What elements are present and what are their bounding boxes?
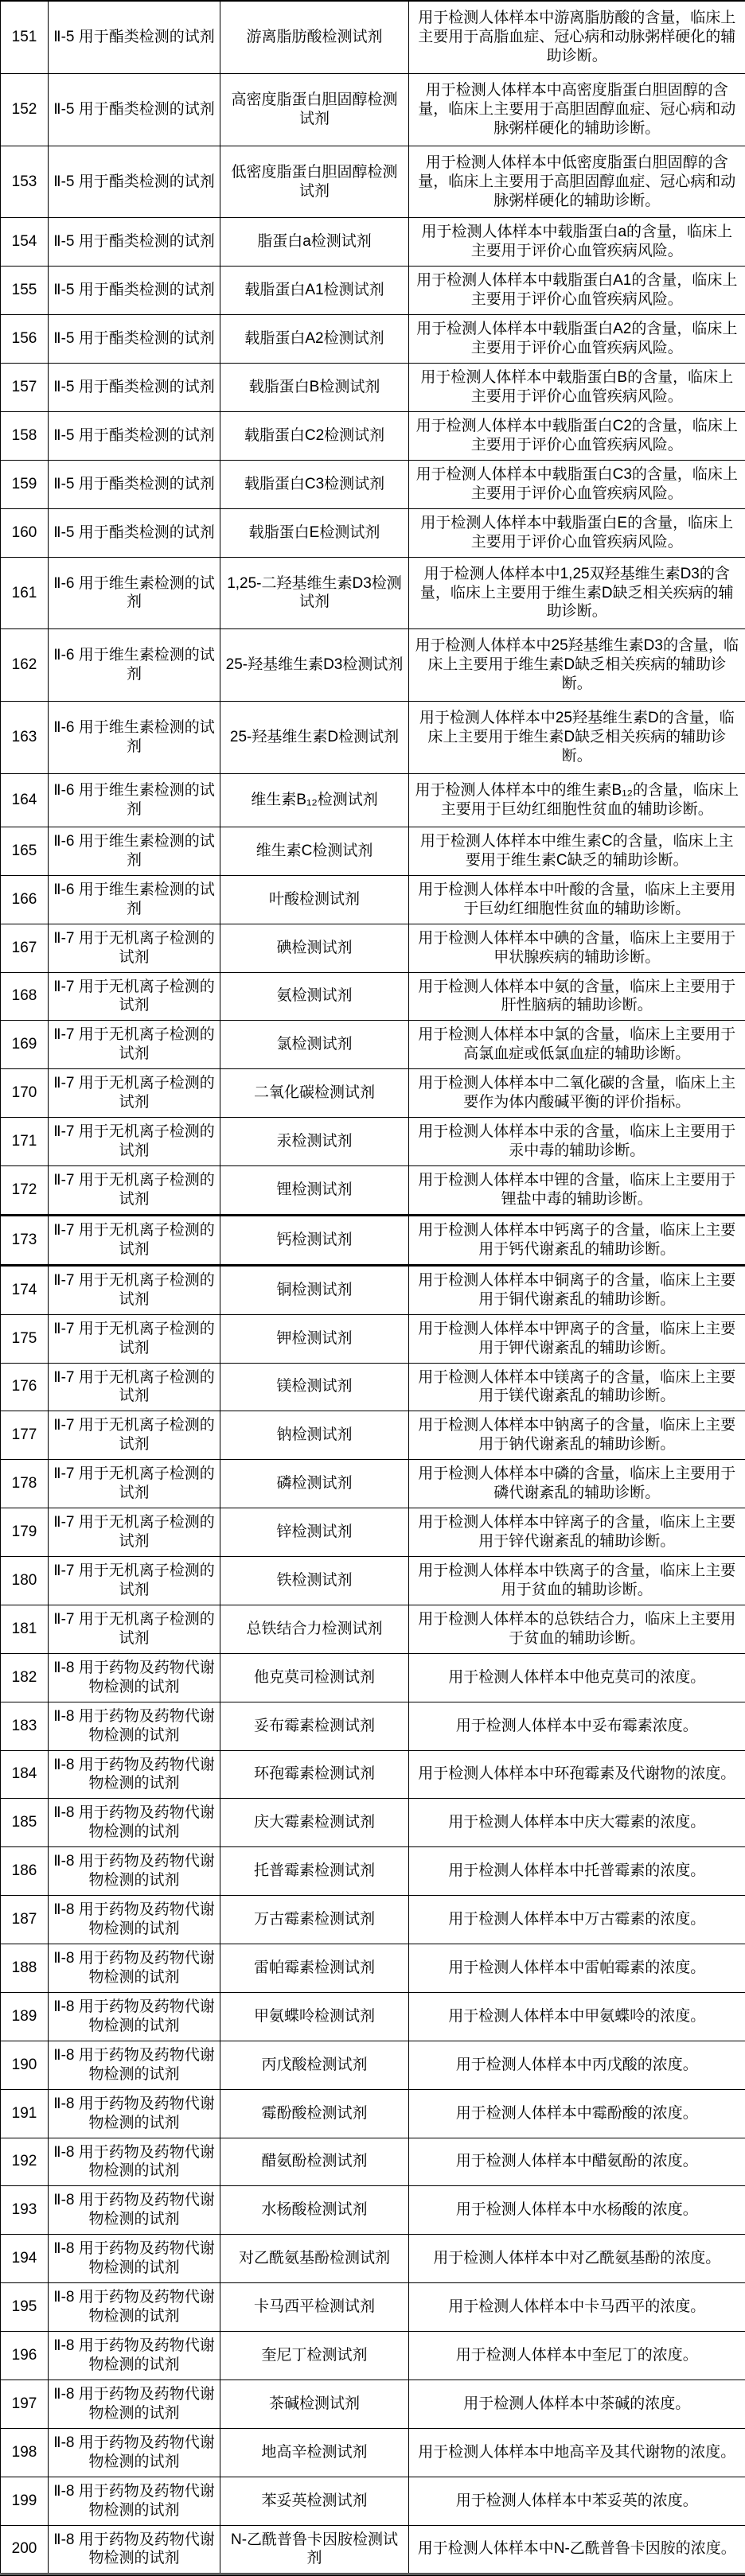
category-cell: Ⅱ-6 用于维生素检测的试剂: [49, 774, 220, 827]
row-number-cell: 172: [1, 1166, 49, 1216]
reagent-name-cell: 地高辛检测试剂: [220, 2428, 409, 2477]
row-number-cell: 167: [1, 924, 49, 972]
row-number-cell: 185: [1, 1799, 49, 1847]
category-cell: Ⅱ-8 用于药物及药物代谢物检测的试剂: [49, 1750, 220, 1799]
table-row: [1, 2525, 745, 2574]
reagent-name-cell: 钾检测试剂: [220, 1314, 409, 1363]
intended-use-cell: 用于检测人体样本中钾离子的含量，临床上主要用于钾代谢紊乱的辅助诊断。: [409, 1314, 745, 1363]
table-row: [1, 827, 745, 875]
row-number-cell: 191: [1, 2089, 49, 2138]
row-number-cell: 200: [1, 2525, 49, 2574]
category-cell: Ⅱ-8 用于药物及药物代谢物检测的试剂: [49, 2332, 220, 2380]
intended-use-cell: 用于检测人体样本中奎尼丁的浓度。: [409, 2332, 745, 2380]
reagent-name-cell: 低密度脂蛋白胆固醇检测试剂: [220, 146, 409, 218]
intended-use-cell: 用于检测人体样本中汞的含量，临床上主要用于汞中毒的辅助诊断。: [409, 1118, 745, 1166]
intended-use-cell: 用于检测人体样本中环孢霉素及代谢物的浓度。: [409, 1750, 745, 1799]
table-row: [1, 1363, 745, 1411]
table-row: [1, 2089, 745, 2138]
table-row: [1, 1557, 745, 1605]
row-number-cell: 173: [1, 1215, 49, 1265]
intended-use-cell: 用于检测人体样本中镁离子的含量，临床上主要用于镁代谢紊乱的辅助诊断。: [409, 1363, 745, 1411]
category-cell: Ⅱ-8 用于药物及药物代谢物检测的试剂: [49, 2041, 220, 2089]
reagent-name-cell: 游离脂肪酸检测试剂: [220, 1, 409, 73]
intended-use-cell: 用于检测人体样本中铜离子的含量，临床上主要用于铜代谢紊乱的辅助诊断。: [409, 1265, 745, 1314]
intended-use-cell: 用于检测人体样本中他克莫司的浓度。: [409, 1653, 745, 1702]
category-cell: Ⅱ-8 用于药物及药物代谢物检测的试剂: [49, 1653, 220, 1702]
row-number-cell: 190: [1, 2041, 49, 2089]
category-cell: Ⅱ-5 用于酯类检测的试剂: [49, 267, 220, 315]
reagent-name-cell: 奎尼丁检测试剂: [220, 2332, 409, 2380]
table-row: [1, 1215, 745, 1265]
category-cell: Ⅱ-8 用于药物及药物代谢物检测的试剂: [49, 2138, 220, 2186]
table-row: [1, 146, 745, 218]
table-body: [1, 1, 745, 2574]
reagent-name-cell: 维生素B₁₂检测试剂: [220, 774, 409, 827]
table-row: [1, 460, 745, 508]
reagent-name-cell: 脂蛋白a检测试剂: [220, 218, 409, 267]
row-number-cell: 182: [1, 1653, 49, 1702]
category-cell: Ⅱ-5 用于酯类检测的试剂: [49, 73, 220, 146]
reagent-name-cell: 1,25-二羟基维生素D3检测试剂: [220, 557, 409, 629]
category-cell: Ⅱ-8 用于药物及药物代谢物检测的试剂: [49, 1847, 220, 1896]
intended-use-cell: 用于检测人体样本中叶酸的含量，临床上主要用于巨幼红细胞性贫血的辅助诊断。: [409, 875, 745, 924]
intended-use-cell: 用于检测人体样本中低密度脂蛋白胆固醇的含量，临床上主要用于高胆固醇血症、冠心病和动脉粥样硬化的辅助诊断。: [409, 146, 745, 218]
table-row: [1, 1166, 745, 1216]
row-number-cell: 188: [1, 1944, 49, 1993]
row-number-cell: 154: [1, 218, 49, 267]
intended-use-cell: 用于检测人体样本中庆大霉素的浓度。: [409, 1799, 745, 1847]
table-row: [1, 73, 745, 146]
reagent-name-cell: 锂检测试剂: [220, 1166, 409, 1216]
reagent-name-cell: 氨检测试剂: [220, 972, 409, 1021]
row-number-cell: 194: [1, 2235, 49, 2283]
reagent-name-cell: 钙检测试剂: [220, 1215, 409, 1265]
intended-use-cell: 用于检测人体样本中霉酚酸的浓度。: [409, 2089, 745, 2138]
category-cell: Ⅱ-6 用于维生素检测的试剂: [49, 629, 220, 702]
table-row: [1, 1411, 745, 1460]
table-row: [1, 315, 745, 364]
category-cell: Ⅱ-8 用于药物及药物代谢物检测的试剂: [49, 2525, 220, 2574]
row-number-cell: 179: [1, 1508, 49, 1557]
table-row: [1, 924, 745, 972]
reagent-name-cell: 高密度脂蛋白胆固醇检测试剂: [220, 73, 409, 146]
reagent-name-cell: 妥布霉素检测试剂: [220, 1702, 409, 1750]
intended-use-cell: 用于检测人体样本中锌离子的含量，临床上主要用于锌代谢紊乱的辅助诊断。: [409, 1508, 745, 1557]
category-cell: Ⅱ-8 用于药物及药物代谢物检测的试剂: [49, 1992, 220, 2041]
reagent-name-cell: 汞检测试剂: [220, 1118, 409, 1166]
row-number-cell: 169: [1, 1021, 49, 1069]
category-cell: Ⅱ-8 用于药物及药物代谢物检测的试剂: [49, 1702, 220, 1750]
row-number-cell: 160: [1, 508, 49, 557]
reagent-name-cell: 载脂蛋白C2检测试剂: [220, 411, 409, 460]
row-number-cell: 157: [1, 364, 49, 412]
reagent-name-cell: 茶碱检测试剂: [220, 2379, 409, 2428]
table-row: [1, 1, 745, 73]
row-number-cell: 178: [1, 1460, 49, 1508]
category-cell: Ⅱ-8 用于药物及药物代谢物检测的试剂: [49, 1944, 220, 1993]
table-row: [1, 972, 745, 1021]
row-number-cell: 189: [1, 1992, 49, 2041]
row-number-cell: 181: [1, 1605, 49, 1653]
category-cell: Ⅱ-7 用于无机离子检测的试剂: [49, 1021, 220, 1069]
intended-use-cell: 用于检测人体样本中钠离子的含量，临床上主要用于钠代谢紊乱的辅助诊断。: [409, 1411, 745, 1460]
reagent-name-cell: 雷帕霉素检测试剂: [220, 1944, 409, 1993]
category-cell: Ⅱ-7 用于无机离子检测的试剂: [49, 1265, 220, 1314]
row-number-cell: 183: [1, 1702, 49, 1750]
category-cell: Ⅱ-5 用于酯类检测的试剂: [49, 218, 220, 267]
table-row: [1, 267, 745, 315]
reagent-name-cell: 碘检测试剂: [220, 924, 409, 972]
reagent-name-cell: 载脂蛋白C3检测试剂: [220, 460, 409, 508]
table-row: [1, 2379, 745, 2428]
intended-use-cell: 用于检测人体样本中甲氨蝶呤的浓度。: [409, 1992, 745, 2041]
row-number-cell: 198: [1, 2428, 49, 2477]
intended-use-cell: 用于检测人体样本中载脂蛋白B的含量，临床上主要用于评价心血管疾病风险。: [409, 364, 745, 412]
table-row: [1, 1265, 745, 1314]
row-number-cell: 174: [1, 1265, 49, 1314]
reagent-name-cell: 水杨酸检测试剂: [220, 2186, 409, 2235]
reagent-name-cell: 苯妥英检测试剂: [220, 2477, 409, 2525]
category-cell: Ⅱ-7 用于无机离子检测的试剂: [49, 1508, 220, 1557]
intended-use-cell: 用于检测人体样本中载脂蛋白A1的含量，临床上主要用于评价心血管疾病风险。: [409, 267, 745, 315]
intended-use-cell: 用于检测人体样本中磷的含量，临床上主要用于磷代谢紊乱的辅助诊断。: [409, 1460, 745, 1508]
reagent-name-cell: 二氧化碳检测试剂: [220, 1069, 409, 1118]
row-number-cell: 166: [1, 875, 49, 924]
category-cell: Ⅱ-6 用于维生素检测的试剂: [49, 875, 220, 924]
row-number-cell: 176: [1, 1363, 49, 1411]
table-row: [1, 1460, 745, 1508]
intended-use-cell: 用于检测人体样本的总铁结合力，临床上主要用于贫血的辅助诊断。: [409, 1605, 745, 1653]
intended-use-cell: 用于检测人体样本中托普霉素的浓度。: [409, 1847, 745, 1896]
category-cell: Ⅱ-7 用于无机离子检测的试剂: [49, 1605, 220, 1653]
table-row: [1, 2428, 745, 2477]
reagent-name-cell: 维生素C检测试剂: [220, 827, 409, 875]
category-cell: Ⅱ-8 用于药物及药物代谢物检测的试剂: [49, 2235, 220, 2283]
reagent-name-cell: 磷检测试剂: [220, 1460, 409, 1508]
row-number-cell: 184: [1, 1750, 49, 1799]
row-number-cell: 171: [1, 1118, 49, 1166]
table-row: [1, 1508, 745, 1557]
table-row: [1, 1118, 745, 1166]
category-cell: Ⅱ-6 用于维生素检测的试剂: [49, 702, 220, 774]
table-row: [1, 1069, 745, 1118]
intended-use-cell: 用于检测人体样本中钙离子的含量，临床上主要用于钙代谢紊乱的辅助诊断。: [409, 1215, 745, 1265]
reagent-name-cell: 载脂蛋白B检测试剂: [220, 364, 409, 412]
table-row: [1, 1992, 745, 2041]
table-row: [1, 1944, 745, 1993]
row-number-cell: 155: [1, 267, 49, 315]
reagent-name-cell: 叶酸检测试剂: [220, 875, 409, 924]
category-cell: Ⅱ-7 用于无机离子检测的试剂: [49, 1460, 220, 1508]
row-number-cell: 177: [1, 1411, 49, 1460]
intended-use-cell: 用于检测人体样本中锂的含量，临床上主要用于锂盐中毒的辅助诊断。: [409, 1166, 745, 1216]
row-number-cell: 197: [1, 2379, 49, 2428]
reagent-name-cell: 卡马西平检测试剂: [220, 2283, 409, 2332]
reagent-name-cell: 铁检测试剂: [220, 1557, 409, 1605]
intended-use-cell: 用于检测人体样本中铁离子的含量，临床上主要用于贫血的辅助诊断。: [409, 1557, 745, 1605]
intended-use-cell: 用于检测人体样本中25羟基维生素D3的含量，临床上主要用于维生素D缺乏相关疾病的辅助诊断。: [409, 629, 745, 702]
category-cell: Ⅱ-7 用于无机离子检测的试剂: [49, 1166, 220, 1216]
intended-use-cell: 用于检测人体样本中载脂蛋白E的含量，临床上主要用于评价心血管疾病风险。: [409, 508, 745, 557]
intended-use-cell: 用于检测人体样本中游离脂肪酸的含量，临床上主要用于高脂血症、冠心病和动脉粥样硬化的辅助诊断。: [409, 1, 745, 73]
table-row: [1, 411, 745, 460]
intended-use-cell: 用于检测人体样本中苯妥英的浓度。: [409, 2477, 745, 2525]
table-row: [1, 1896, 745, 1944]
reagent-name-cell: 总铁结合力检测试剂: [220, 1605, 409, 1653]
row-number-cell: 161: [1, 557, 49, 629]
category-cell: Ⅱ-8 用于药物及药物代谢物检测的试剂: [49, 2379, 220, 2428]
table-row: [1, 2283, 745, 2332]
intended-use-cell: 用于检测人体样本中载脂蛋白a的含量，临床上主要用于评价心血管疾病风险。: [409, 218, 745, 267]
category-cell: Ⅱ-7 用于无机离子检测的试剂: [49, 924, 220, 972]
table-row: [1, 629, 745, 702]
category-cell: Ⅱ-5 用于酯类检测的试剂: [49, 1, 220, 73]
row-number-cell: 180: [1, 1557, 49, 1605]
intended-use-cell: 用于检测人体样本中1,25双羟基维生素D3的含量，临床上主要用于维生素D缺乏相关疾病的辅助诊断。: [409, 557, 745, 629]
row-number-cell: 195: [1, 2283, 49, 2332]
reagent-name-cell: 对乙酰氨基酚检测试剂: [220, 2235, 409, 2283]
category-cell: Ⅱ-8 用于药物及药物代谢物检测的试剂: [49, 2283, 220, 2332]
row-number-cell: 196: [1, 2332, 49, 2380]
reagent-name-cell: 载脂蛋白A1检测试剂: [220, 267, 409, 315]
reagent-name-cell: 丙戊酸检测试剂: [220, 2041, 409, 2089]
category-cell: Ⅱ-7 用于无机离子检测的试剂: [49, 1069, 220, 1118]
reagent-name-cell: 锌检测试剂: [220, 1508, 409, 1557]
intended-use-cell: 用于检测人体样本中氨的含量，临床上主要用于肝性脑病的辅助诊断。: [409, 972, 745, 1021]
intended-use-cell: 用于检测人体样本中二氧化碳的含量，临床上主要作为体内酸碱平衡的评价指标。: [409, 1069, 745, 1118]
reagent-name-cell: 25-羟基维生素D检测试剂: [220, 702, 409, 774]
table-row: [1, 702, 745, 774]
category-cell: Ⅱ-8 用于药物及药物代谢物检测的试剂: [49, 1896, 220, 1944]
category-cell: Ⅱ-7 用于无机离子检测的试剂: [49, 1411, 220, 1460]
category-cell: Ⅱ-7 用于无机离子检测的试剂: [49, 1363, 220, 1411]
reagent-name-cell: 环孢霉素检测试剂: [220, 1750, 409, 1799]
intended-use-cell: 用于检测人体样本中维生素C的含量，临床上主要用于维生素C缺乏的辅助诊断。: [409, 827, 745, 875]
intended-use-cell: 用于检测人体样本中N-乙酰普鲁卡因胺的浓度。: [409, 2525, 745, 2574]
intended-use-cell: 用于检测人体样本中雷帕霉素的浓度。: [409, 1944, 745, 1993]
intended-use-cell: 用于检测人体样本中载脂蛋白C3的含量，临床上主要用于评价心血管疾病风险。: [409, 460, 745, 508]
reagent-name-cell: 镁检测试剂: [220, 1363, 409, 1411]
intended-use-cell: 用于检测人体样本中高密度脂蛋白胆固醇的含量，临床上主要用于高胆固醇血症、冠心病和动脉粥样硬化的辅助诊断。: [409, 73, 745, 146]
intended-use-cell: 用于检测人体样本中氯的含量，临床上主要用于高氯血症或低氯血症的辅助诊断。: [409, 1021, 745, 1069]
intended-use-cell: 用于检测人体样本中25羟基维生素D的含量，临床上主要用于维生素D缺乏相关疾病的辅助诊断。: [409, 702, 745, 774]
intended-use-cell: 用于检测人体样本中卡马西平的浓度。: [409, 2283, 745, 2332]
reagent-name-cell: 万古霉素检测试剂: [220, 1896, 409, 1944]
row-number-cell: 192: [1, 2138, 49, 2186]
row-number-cell: 165: [1, 827, 49, 875]
category-cell: Ⅱ-8 用于药物及药物代谢物检测的试剂: [49, 1799, 220, 1847]
table-row: [1, 218, 745, 267]
reagent-name-cell: 庆大霉素检测试剂: [220, 1799, 409, 1847]
row-number-cell: 170: [1, 1069, 49, 1118]
reagent-name-cell: N-乙酰普鲁卡因胺检测试剂: [220, 2525, 409, 2574]
table-row: [1, 2138, 745, 2186]
row-number-cell: 187: [1, 1896, 49, 1944]
intended-use-cell: 用于检测人体样本中妥布霉素浓度。: [409, 1702, 745, 1750]
reagent-name-cell: 霉酚酸检测试剂: [220, 2089, 409, 2138]
table-row: [1, 2041, 745, 2089]
table-row: [1, 364, 745, 412]
reagent-name-cell: 醋氨酚检测试剂: [220, 2138, 409, 2186]
category-cell: Ⅱ-8 用于药物及药物代谢物检测的试剂: [49, 2477, 220, 2525]
table-row: [1, 774, 745, 827]
reagent-name-cell: 载脂蛋白A2检测试剂: [220, 315, 409, 364]
table-row: [1, 1799, 745, 1847]
category-cell: Ⅱ-7 用于无机离子检测的试剂: [49, 1118, 220, 1166]
category-cell: Ⅱ-5 用于酯类检测的试剂: [49, 460, 220, 508]
row-number-cell: 159: [1, 460, 49, 508]
intended-use-cell: 用于检测人体样本中醋氨酚的浓度。: [409, 2138, 745, 2186]
table-row: [1, 557, 745, 629]
row-number-cell: 186: [1, 1847, 49, 1896]
reagent-name-cell: 托普霉素检测试剂: [220, 1847, 409, 1896]
table-row: [1, 1605, 745, 1653]
reagent-name-cell: 25-羟基维生素D3检测试剂: [220, 629, 409, 702]
category-cell: Ⅱ-6 用于维生素检测的试剂: [49, 557, 220, 629]
reagent-name-cell: 载脂蛋白E检测试剂: [220, 508, 409, 557]
table-row: [1, 2477, 745, 2525]
intended-use-cell: 用于检测人体样本中茶碱的浓度。: [409, 2379, 745, 2428]
intended-use-cell: 用于检测人体样本中水杨酸的浓度。: [409, 2186, 745, 2235]
table-row: [1, 1021, 745, 1069]
category-cell: Ⅱ-6 用于维生素检测的试剂: [49, 827, 220, 875]
row-number-cell: 199: [1, 2477, 49, 2525]
category-cell: Ⅱ-5 用于酯类检测的试剂: [49, 315, 220, 364]
category-cell: Ⅱ-8 用于药物及药物代谢物检测的试剂: [49, 2089, 220, 2138]
category-cell: Ⅱ-7 用于无机离子检测的试剂: [49, 1215, 220, 1265]
reagent-name-cell: 铜检测试剂: [220, 1265, 409, 1314]
category-cell: Ⅱ-5 用于酯类检测的试剂: [49, 508, 220, 557]
category-cell: Ⅱ-5 用于酯类检测的试剂: [49, 146, 220, 218]
table-row: [1, 1702, 745, 1750]
table-row: [1, 2332, 745, 2380]
intended-use-cell: 用于检测人体样本中丙戊酸的浓度。: [409, 2041, 745, 2089]
row-number-cell: 151: [1, 1, 49, 73]
intended-use-cell: 用于检测人体样本中的维生素B₁₂的含量，临床上主要用于巨幼红细胞性贫血的辅助诊断。: [409, 774, 745, 827]
table-row: [1, 2186, 745, 2235]
table-row: [1, 1847, 745, 1896]
intended-use-cell: 用于检测人体样本中对乙酰氨基酚的浓度。: [409, 2235, 745, 2283]
category-cell: Ⅱ-7 用于无机离子检测的试剂: [49, 1314, 220, 1363]
row-number-cell: 168: [1, 972, 49, 1021]
reagent-name-cell: 甲氨蝶呤检测试剂: [220, 1992, 409, 2041]
row-number-cell: 156: [1, 315, 49, 364]
row-number-cell: 164: [1, 774, 49, 827]
table-row: [1, 508, 745, 557]
category-cell: Ⅱ-7 用于无机离子检测的试剂: [49, 972, 220, 1021]
table-row: [1, 1314, 745, 1363]
category-cell: Ⅱ-5 用于酯类检测的试剂: [49, 411, 220, 460]
table-row: [1, 1653, 745, 1702]
row-number-cell: 163: [1, 702, 49, 774]
row-number-cell: 162: [1, 629, 49, 702]
row-number-cell: 193: [1, 2186, 49, 2235]
category-cell: Ⅱ-8 用于药物及药物代谢物检测的试剂: [49, 2428, 220, 2477]
table-row: [1, 875, 745, 924]
table-row: [1, 2235, 745, 2283]
reagent-name-cell: 氯检测试剂: [220, 1021, 409, 1069]
category-cell: Ⅱ-5 用于酯类检测的试剂: [49, 364, 220, 412]
intended-use-cell: 用于检测人体样本中地高辛及其代谢物的浓度。: [409, 2428, 745, 2477]
category-cell: Ⅱ-7 用于无机离子检测的试剂: [49, 1557, 220, 1605]
intended-use-cell: 用于检测人体样本中碘的含量，临床上主要用于甲状腺疾病的辅助诊断。: [409, 924, 745, 972]
table-row: [1, 1750, 745, 1799]
row-number-cell: 153: [1, 146, 49, 218]
reagent-name-cell: 钠检测试剂: [220, 1411, 409, 1460]
row-number-cell: 175: [1, 1314, 49, 1363]
reagent-name-cell: 他克莫司检测试剂: [220, 1653, 409, 1702]
row-number-cell: 158: [1, 411, 49, 460]
intended-use-cell: 用于检测人体样本中万古霉素的浓度。: [409, 1896, 745, 1944]
row-number-cell: 152: [1, 73, 49, 146]
intended-use-cell: 用于检测人体样本中载脂蛋白A2的含量，临床上主要用于评价心血管疾病风险。: [409, 315, 745, 364]
intended-use-cell: 用于检测人体样本中载脂蛋白C2的含量，临床上主要用于评价心血管疾病风险。: [409, 411, 745, 460]
category-cell: Ⅱ-8 用于药物及药物代谢物检测的试剂: [49, 2186, 220, 2235]
